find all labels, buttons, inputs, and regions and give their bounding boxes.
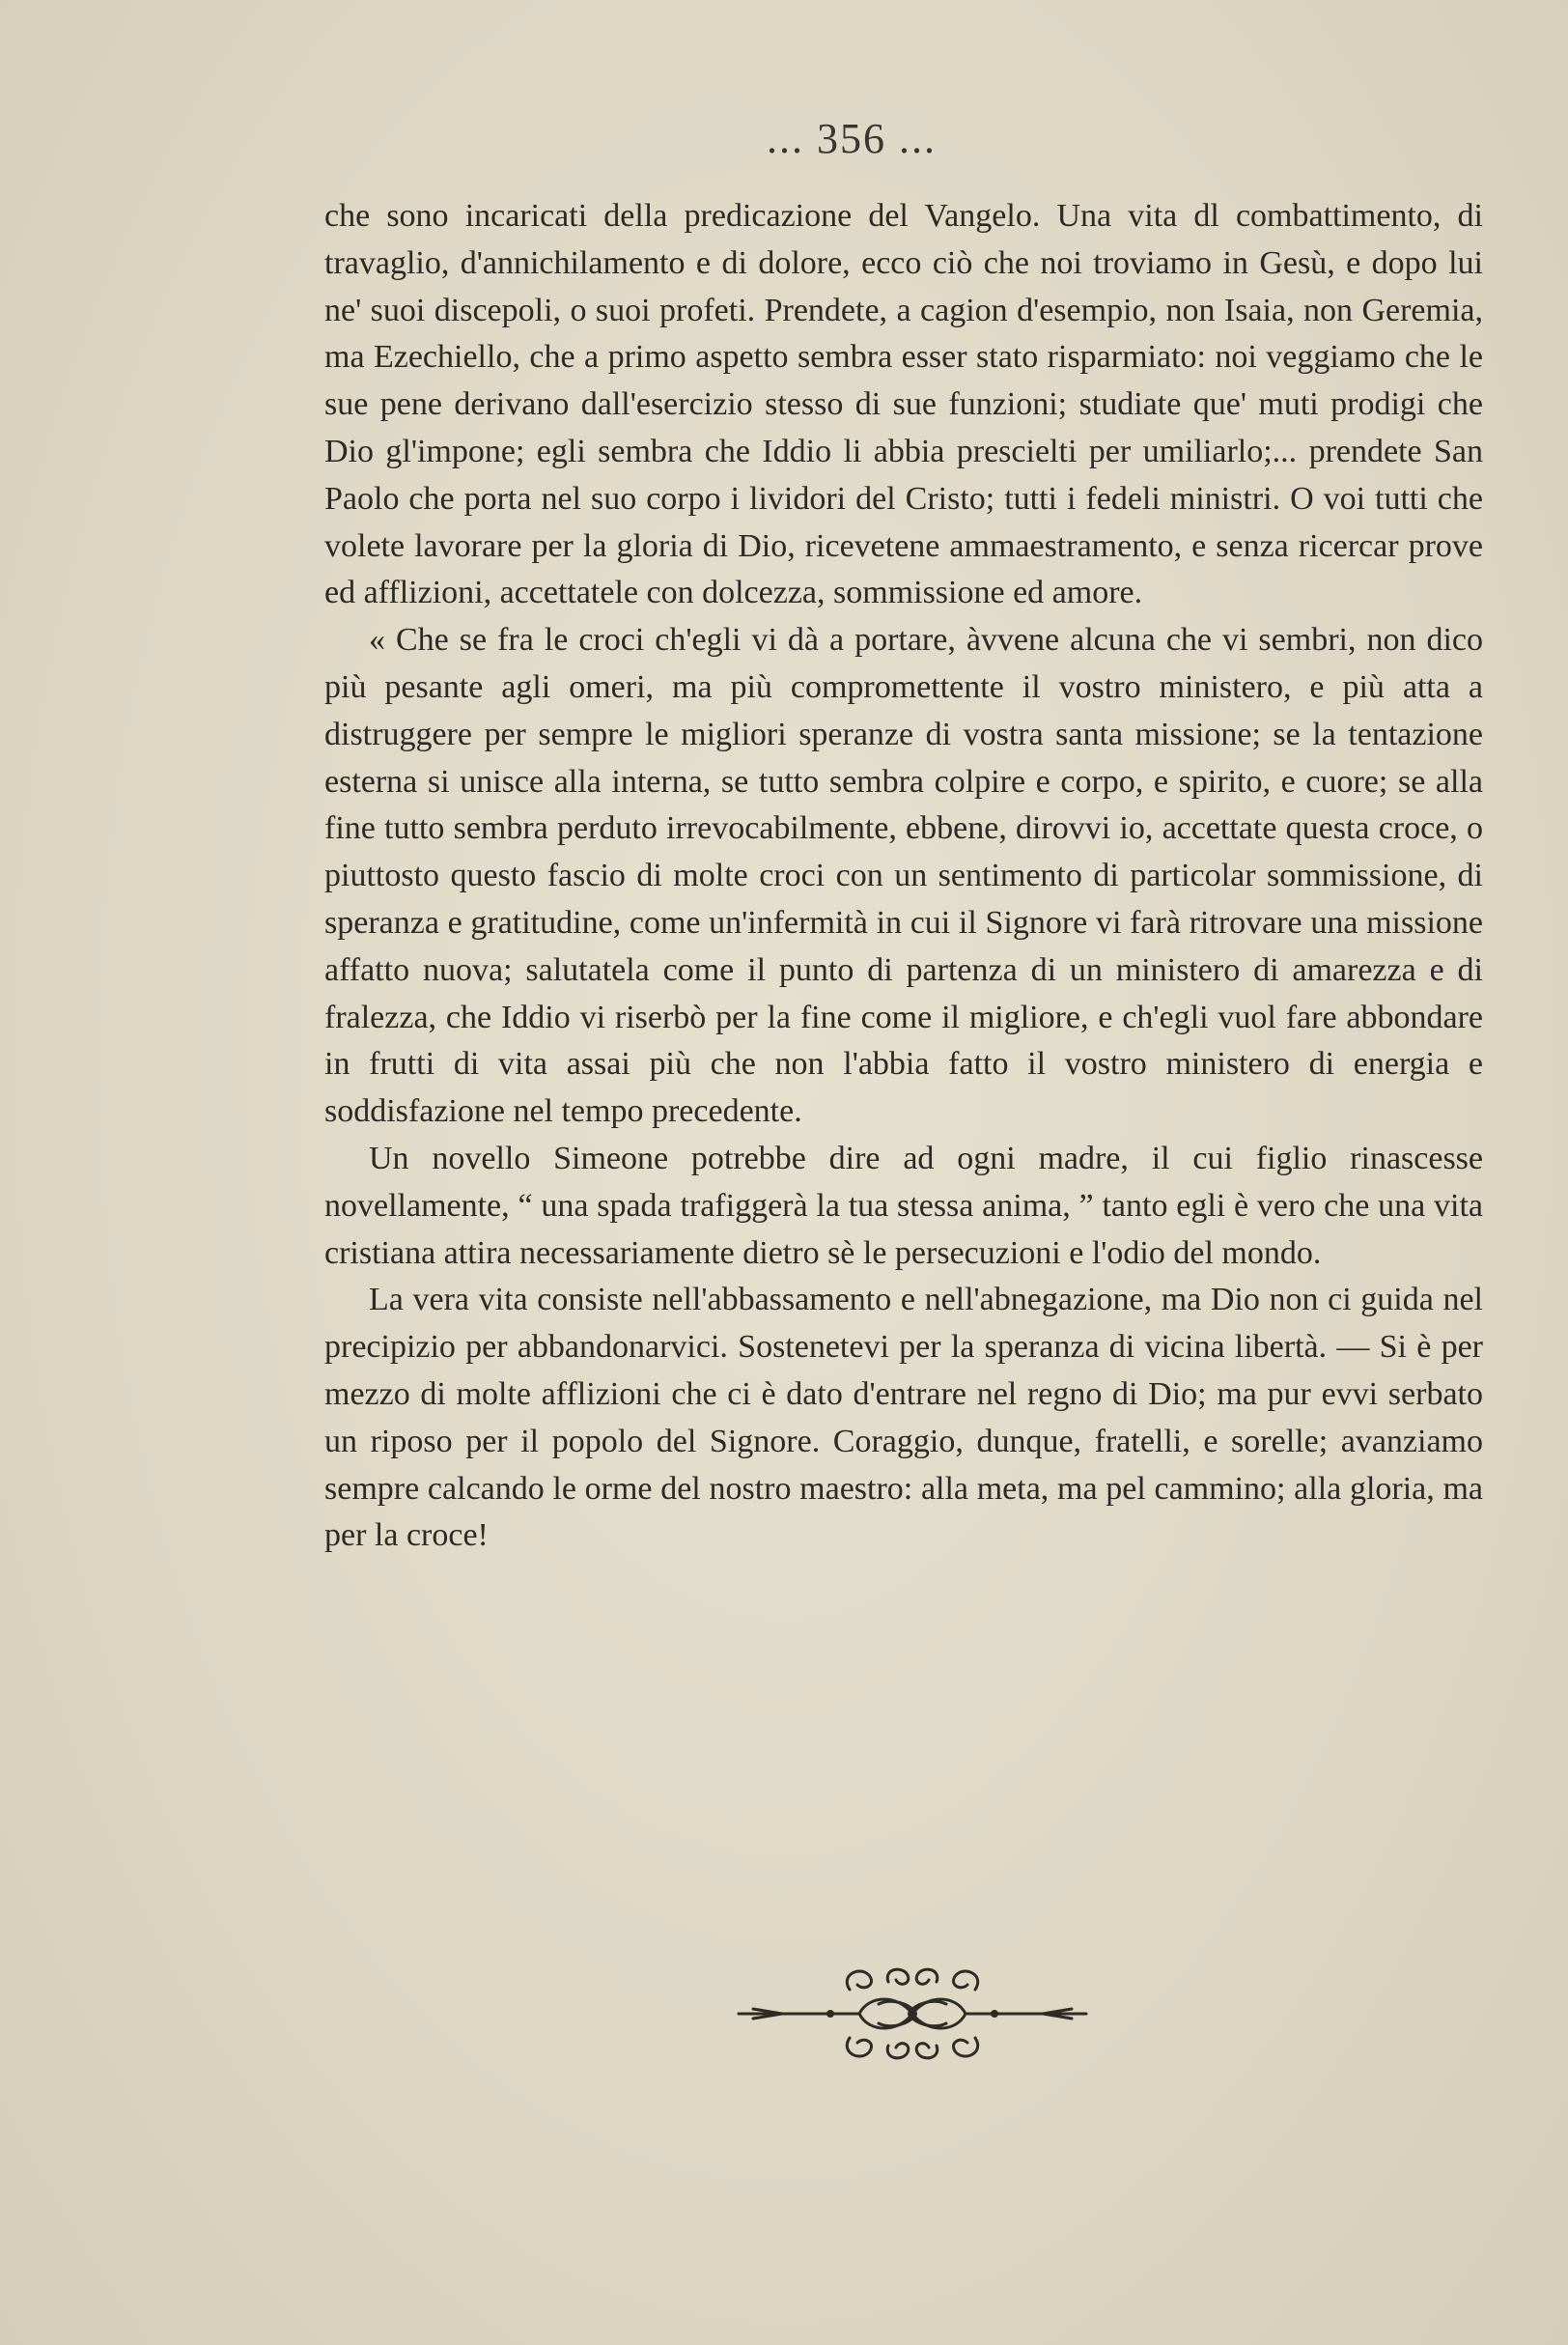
page-number: ... 356 ... — [767, 115, 937, 162]
paragraph-3: Un novello Simeone potrebbe dire ad ogni madre, il cui figlio rinascesse novellamente, “ una spada trafiggerà la tua stessa anima, ” tanto egli è vero che una vita cristiana attira necessariamente dietro sè le persecuzioni e l'odio del mondo. — [324, 1140, 1483, 1271]
body-text — [324, 193, 1483, 1560]
paragraph-2: « Che se fra le croci ch'egli vi dà a portare, àvvene alcuna che vi sembri, non dico più pesante agli omeri, ma più compromettente il vostro ministero, e più atta a distruggere per sempre le migliori speranze di vostra santa missione; se la tentazione esterna si unisce alla interna, se tutto sembra colpire e corpo, e spirito, e cuore; se alla fine tutto sembra perduto irrevocabilmente, ebbene, dirovvi io, accettate questa croce, o piuttosto questo fascio di molte croci con un sentimento di particolar sommissione, di speranza e gratitudine, come un'infermità in cui il Signore vi farà ritrovare una missione affatto nuova; salutatela come il punto di partenza di un ministero di amarezza e di fralezza, che Iddio vi riserbò per la fine come il migliore, e ch'egli vuol fare abbondare in frutti di vita assai più che non l'abbia fatto il vostro ministero di energia e soddisfazione nel tempo precedente. — [324, 622, 1483, 1130]
flourish-ornament-icon — [734, 1961, 1091, 2067]
paragraph-1: che sono incaricati della predicazione del Vangelo. Una vita dl combattimento, di travaglio, d'annichilamento e di dolore, ecco ciò che noi troviamo in Gesù, e dopo lui ne' suoi discepoli, o suoi profeti. Prendete, a cagion d'esempio, non Isaia, non Geremia, ma Ezechiello, che a primo aspetto sembra esser stato risparmiato: noi veggiamo che le sue pene derivano dall'esercizio stesso di sue funzioni; studiate que' muti prodigi che Dio gl'impone; egli sembra che Iddio li abbia prescielti per umiliarlo;... prendete San Paolo che porta nel suo corpo i lividori del Cristo; tutti i fedeli ministri. O voi tutti che volete lavorare per la gloria di Dio, ricevetene ammaestramento, e senza ricercar prove ed afflizioni, accettatele con dolcezza, sommissione ed amore. — [324, 198, 1483, 611]
paragraph-4: La vera vita consiste nell'abbassamento e nell'abnegazione, ma Dio non ci guida nel precipizio per abbandonarvici. Sostenetevi per la speranza di vicina libertà. — Si è per mezzo di molte afflizioni che ci è dato d'entrare nel regno di Dio; ma pur evvi serbato un riposo per il popolo del Signore. Coraggio, dunque, fratelli, e sorelle; avanziamo sempre calcando le orme del nostro maestro: alla meta, ma pel cammino; alla gloria, ma per la croce! — [324, 1282, 1483, 1554]
